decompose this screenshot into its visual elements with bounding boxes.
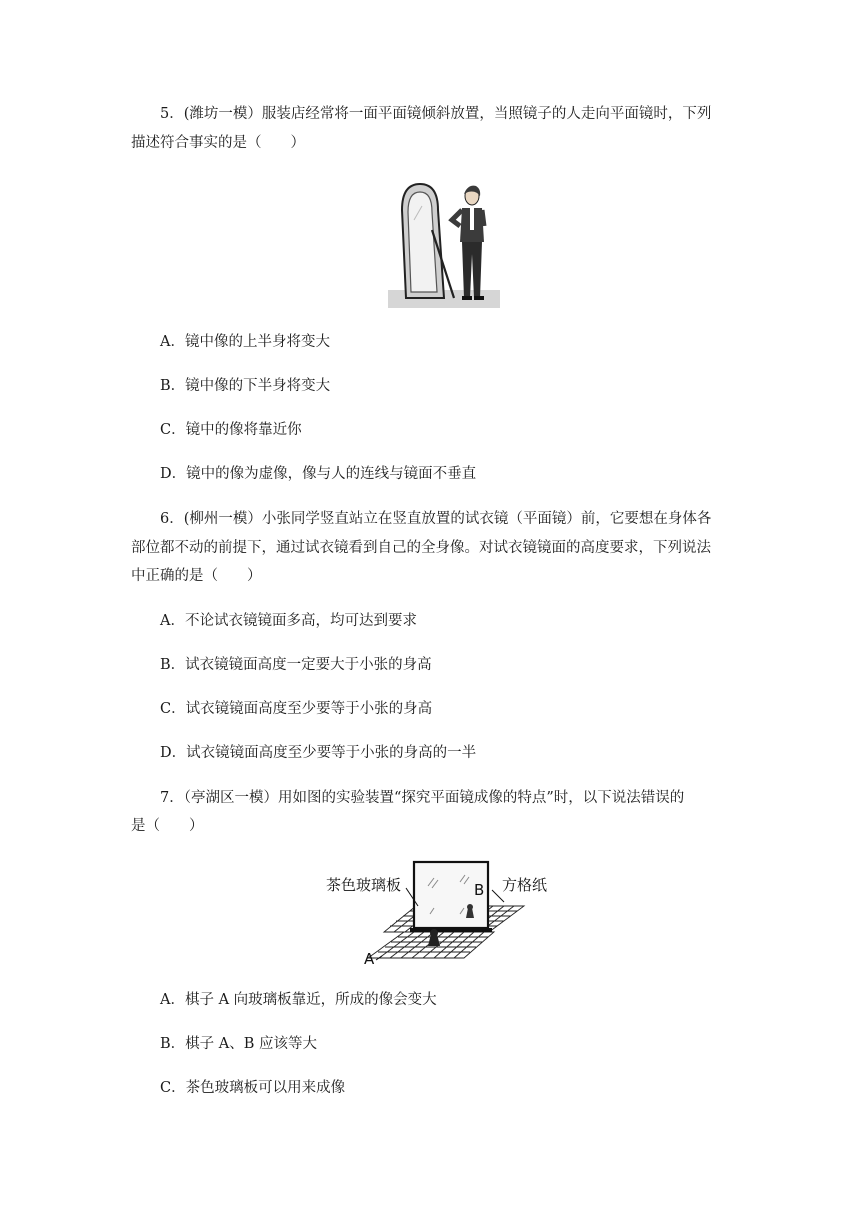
q7-option-b: B．棋子 A、B 应该等大: [160, 1036, 317, 1052]
q6-option-d: D．试衣镜镜面高度至少要等于小张的身高的一半: [160, 745, 477, 761]
q5-option-a: A．镜中像的上半身将变大: [160, 334, 330, 350]
q7-stem-line1: 7．（亭湖区一模）用如图的实验装置“探究平面镜成像的特点”时，以下说法错误的: [160, 790, 685, 806]
q6-option-c: C．试衣镜镜面高度至少要等于小张的身高: [160, 701, 433, 717]
mirror-person-figure: [388, 180, 500, 310]
q5-stem-line2: 描述符合事实的是（ ）: [131, 135, 305, 151]
q7-stem-line2: 是（ ）: [131, 818, 204, 834]
glass-plate-label: 茶色玻璃板: [326, 876, 402, 894]
q6-option-b: B．试衣镜镜面高度一定要大于小张的身高: [160, 657, 432, 673]
q5-option-d: D．镜中的像为虚像，像与人的连线与镜面不垂直: [160, 466, 477, 482]
piece-b-label: B: [474, 881, 485, 899]
grid-paper-label: 方格纸: [502, 876, 548, 894]
q5-option-c: C．镜中的像将靠近你: [160, 422, 302, 438]
q5-option-b: B．镜中像的下半身将变大: [160, 378, 331, 394]
q7-option-c: C．茶色玻璃板可以用来成像: [160, 1080, 346, 1096]
q6-stem-line2: 部位都不动的前提下，通过试衣镜看到自己的全身像。对试衣镜镜面的高度要求，下列说法: [131, 540, 711, 556]
q6-stem-line1: 6．(柳州一模）小张同学竖直站立在竖直放置的试衣镜（平面镜）前，它要想在身体各: [160, 511, 712, 527]
q6-option-a: A．不论试衣镜镜面多高，均可达到要求: [160, 613, 417, 629]
piece-a-label: A: [364, 950, 375, 968]
mirror-experiment-figure: [324, 858, 564, 970]
q6-stem-line3: 中正确的是（ ）: [131, 568, 262, 584]
q5-stem-line1: 5．(潍坊一模）服装店经常将一面平面镜倾斜放置，当照镜子的人走向平面镜时，下列: [160, 106, 712, 122]
q7-option-a: A．棋子 A 向玻璃板靠近，所成的像会变大: [160, 992, 437, 1008]
